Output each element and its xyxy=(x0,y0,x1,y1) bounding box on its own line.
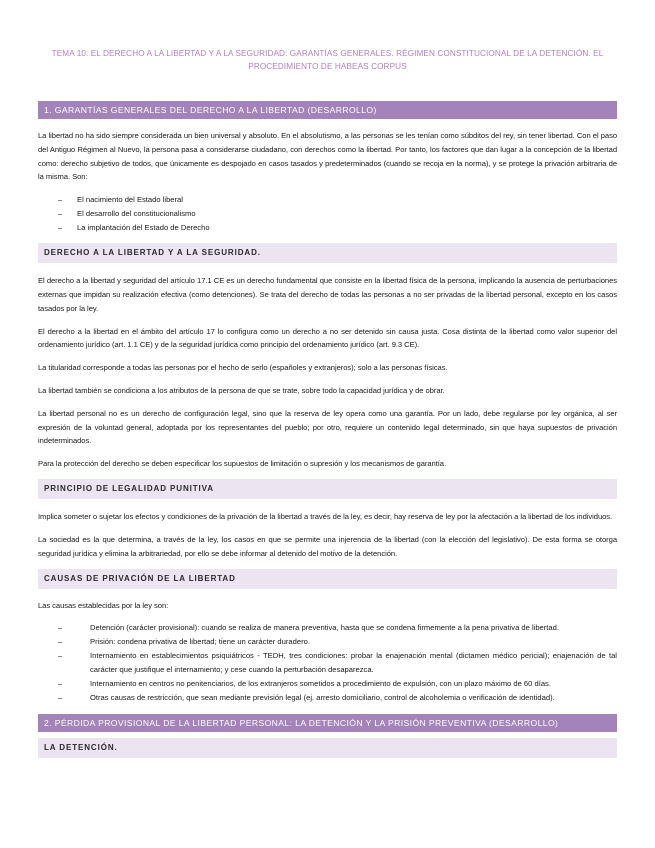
subheading-detencion: LA DETENCIÓN. xyxy=(38,738,617,758)
list-item: – Otras causas de restricción, que sean mediante previsión legal (ej. arresto domiciliario, control de alcoholemia o verificación de identidad). xyxy=(38,691,617,705)
paragraph: La libertad personal no es un derecho de configuración legal, sino que la reserva de ley opera como una garantía. Por un lado, debe regularse por ley orgánica, al ser expresión de la voluntad general, adoptada por los representantes del pueblo; por otro, requiere un contenido legal determinado, sin que haya supuestos de privación indeterminados. xyxy=(38,408,617,446)
dash-marker: – xyxy=(58,195,63,205)
paragraph: Implica someter o sujetar los efectos y condiciones de la privación de la libertad a través de la ley, es decir, hay reserva de ley por la afectación a la libertad de los individuos. xyxy=(38,511,613,521)
dash-marker: – xyxy=(58,623,63,633)
paragraph: La sociedad es la que determina, a través de la ley, los casos en que se permite una injerencia de la libertad (con la elección del legislativo). De esta forma se otorga seguridad jurídica y elimina la arbitrariedad, por ello se debe informar al detenido del motivo de la detención. xyxy=(38,534,617,558)
list-item: – El nacimiento del Estado liberal xyxy=(38,193,617,207)
dash-marker: – xyxy=(58,223,63,233)
list-item: – Detención (carácter provisional): cuando se realiza de manera preventiva, hasta que se condena firmemente a la pena privativa de libertad. xyxy=(38,621,617,635)
subheading-derecho-libertad: DERECHO A LA LIBERTAD Y A LA SEGURIDAD. xyxy=(38,243,617,263)
paragraph: El derecho a la libertad y seguridad del artículo 17.1 CE es un derecho fundamental que consiste en la libertad física de la persona, implicando la ausencia de perturbaciones externas que impidan su realización efectiva (como detenciones). Se trata del derecho de todas las personas a no ser privadas de la libertad personal, excepto en los casos tasados por la ley. xyxy=(38,276,617,313)
paragraph: La titularidad corresponde a todas las personas por el hecho de serlo (españoles y extranjeros); solo a las personas físicas. xyxy=(38,363,448,373)
document-title: TEMA 10: EL DERECHO A LA LIBERTAD Y A LA SEGURIDAD: GARANTÍAS GENERALES. RÉGIMEN CONSTITUCIONAL DE LA DETENCIÓN. EL PROCEDIMIENTO DE HABEAS CORPUS xyxy=(51,49,604,71)
dash-marker: – xyxy=(58,651,63,661)
list-item: – Internamiento en establecimientos psiquiátricos - TEDH, tres condiciones: probar la enajenación mental (dictamen médico pericial); enajenación de tal carácter que justifique el internamiento; y cese cuando la perturbación desaparezca. xyxy=(58,651,617,675)
list-item: – El desarrollo del constitucionalismo xyxy=(38,207,617,221)
dash-marker: – xyxy=(58,679,63,689)
dash-marker: – xyxy=(58,209,63,219)
document-page xyxy=(38,48,617,758)
list-item: – Internamiento en centros no penitenciarios, de los extranjeros sometidos a procedimiento de expulsión, con un plazo máximo de 60 días. xyxy=(38,677,617,691)
section-heading-perdida-provisional: 2. PÉRDIDA PROVISIONAL DE LA LIBERTAD PERSONAL: LA DETENCIÓN Y LA PRISIÓN PREVENTIVA (DESARROLLO) xyxy=(38,714,617,732)
causes-list xyxy=(38,621,617,705)
paragraph: Para la protección del derecho se deben especificar los supuestos de limitación o supresión y los mecanismos de garantía. xyxy=(38,459,447,469)
dash-marker: – xyxy=(58,693,63,703)
subheading-causas-privacion: CAUSAS DE PRIVACIÓN DE LA LIBERTAD xyxy=(38,569,617,589)
factors-list xyxy=(38,193,617,235)
paragraph-intro: La libertad no ha sido siempre considerada un bien universal y absoluto. En el absolutismo, a las personas se les tenían como súbditos del rey, sin tener libertad. Con el paso del Antiguo Régimen al Nuevo, la persona pasa a considerarse ciudadano, con derechos como la libertad. Por tanto, los factores que dan lugar a la concepción de la libertad como: derecho subjetivo de todos, que únicamente es despojado en casos tasados y predeterminados (cuando se recoja en la norma), y se protege la privación arbitraria de la misma. Son: xyxy=(38,131,617,182)
list-item: – Prisión: condena privativa de libertad; tiene un carácter duradero. xyxy=(38,635,617,649)
list-item: – La implantación del Estado de Derecho xyxy=(38,221,617,235)
subheading-legalidad-punitiva: PRINCIPIO DE LEGALIDAD PUNITIVA xyxy=(38,479,617,499)
paragraph: La libertad también se condiciona a los atributos de la persona de que se trate, sobre todo la capacidad jurídica y de obrar. xyxy=(38,385,445,395)
section-heading-garantias: 1. GARANTÍAS GENERALES DEL DERECHO A LA LIBERTAD (DESARROLLO) xyxy=(38,101,617,119)
dash-marker: – xyxy=(58,637,63,647)
paragraph: El derecho a la libertad en el ámbito del artículo 17 lo configura como un derecho a no ser detenido sin causa justa. Cosa distinta de la libertad como valor superior del ordenamiento jurídico (art. 1.1 CE) y de la seguridad jurídica como principio del ordenamiento jurídico (art. 9.3 CE). xyxy=(38,326,617,350)
paragraph: Las causas establecidas por la ley son: xyxy=(38,601,169,611)
